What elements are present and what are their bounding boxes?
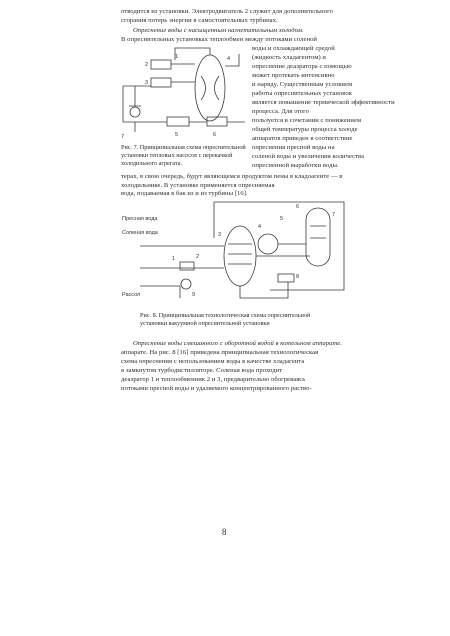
flow-label: Рассол bbox=[122, 292, 141, 298]
text-line: может протекать интенсивно bbox=[252, 72, 335, 79]
fig2-label: 4 bbox=[258, 224, 262, 230]
text-line: аппарате. На рис. 8 [16] приведена принципиальная технологическая bbox=[121, 349, 319, 356]
figure-1-diagram bbox=[115, 46, 250, 142]
fig2-label: 2 bbox=[196, 254, 200, 260]
text-line: (жидкость хладагентом) и bbox=[252, 54, 327, 61]
fig1-label: 2 bbox=[145, 62, 149, 68]
figure-1-caption: установки тепловых насосов с перекачкой bbox=[121, 152, 233, 159]
text-line: соленой воды и увеличения количества bbox=[252, 153, 365, 160]
section-lead: Опреснение воды смешанного с оборотной водой в котельном аппарате. bbox=[133, 340, 342, 347]
fig1-label: 5 bbox=[175, 132, 179, 138]
text-line: в замкнутом турбодистилляторе. Соленая вода проходит bbox=[121, 367, 283, 374]
text-line: отводится из установки. Электродвигатель 2 служит для дополнительного bbox=[121, 8, 334, 15]
figure-2-caption: установки вакуумной опреснительной установки bbox=[140, 320, 270, 327]
fig2-label: 9 bbox=[192, 292, 196, 298]
flow-label: Пресная вода bbox=[122, 216, 158, 222]
text-line: работы опреснительных установок bbox=[252, 90, 353, 97]
fig2-label: 6 bbox=[296, 204, 300, 210]
text-line: схема опреснения с использованием воды в качестве хладагента bbox=[121, 358, 305, 365]
fig2-label: 3 bbox=[218, 232, 222, 238]
fig1-label: 7 bbox=[121, 134, 125, 140]
fig1-label: 1 bbox=[175, 54, 179, 60]
fig1-label: 6 bbox=[213, 132, 217, 138]
text-line: процесса. Для этого bbox=[252, 108, 310, 115]
figure-2-diagram bbox=[120, 198, 360, 310]
fig2-label: 5 bbox=[280, 216, 284, 222]
text-line: терах, в свою очередь, будут являющемся продуктом пены в кладоагенте — в холодильнике. В установке применяется опресняемая bbox=[121, 173, 343, 189]
text-line: деаэратор 1 и теплообменник 2 и 3, предварительно обогреваясь bbox=[121, 376, 306, 383]
fig1-label: 4 bbox=[227, 56, 231, 62]
figure-1-caption: Рис. 7. Принципиальная схема опреснительной bbox=[121, 144, 246, 151]
page-number: 8 bbox=[222, 527, 227, 537]
figure-2-caption: Рис. 8. Принципиальная технологическая схема опреснительной bbox=[140, 312, 311, 319]
fig2-label: 1 bbox=[172, 256, 176, 262]
text-line: вода, подаваемая в бак из и из турбины [16]. bbox=[121, 190, 248, 197]
section-lead: Опреснение воды с насыщенным нагнетательным холодом. bbox=[133, 27, 304, 34]
text-line: и наряду. Существенным условием bbox=[252, 81, 353, 88]
text-line: потоками пресной воды и удаляемого концентрированного раство- bbox=[121, 385, 312, 392]
text-line: является повышение термической эффективности bbox=[252, 99, 395, 106]
text-line: аппаратов приведен в соответствие bbox=[252, 135, 353, 142]
text-line: опресненной выработки воды. bbox=[252, 162, 339, 169]
fig2-label: 8 bbox=[296, 274, 300, 280]
text-line: В опреснительных установках теплообмен между потоками соленой bbox=[121, 36, 317, 43]
figure-1-caption: холодильного агрегата. bbox=[121, 160, 182, 167]
text-line: воды и охлаждающей средой bbox=[252, 45, 335, 52]
fig1-label: 3 bbox=[145, 80, 149, 86]
text-line: опреснения пресной воды на bbox=[252, 144, 335, 151]
text-line: пользуется в сочетании с понижением bbox=[252, 117, 362, 124]
text-line: опреснение деаэратора с помощью bbox=[252, 63, 352, 70]
text-line: сгорания потерь энергии в самостоятельных турбинах. bbox=[121, 17, 278, 24]
fig2-label: 7 bbox=[332, 212, 336, 218]
text-line: общей температуры процесса холоде bbox=[252, 126, 358, 133]
flow-label: Соленая вода bbox=[122, 230, 158, 236]
